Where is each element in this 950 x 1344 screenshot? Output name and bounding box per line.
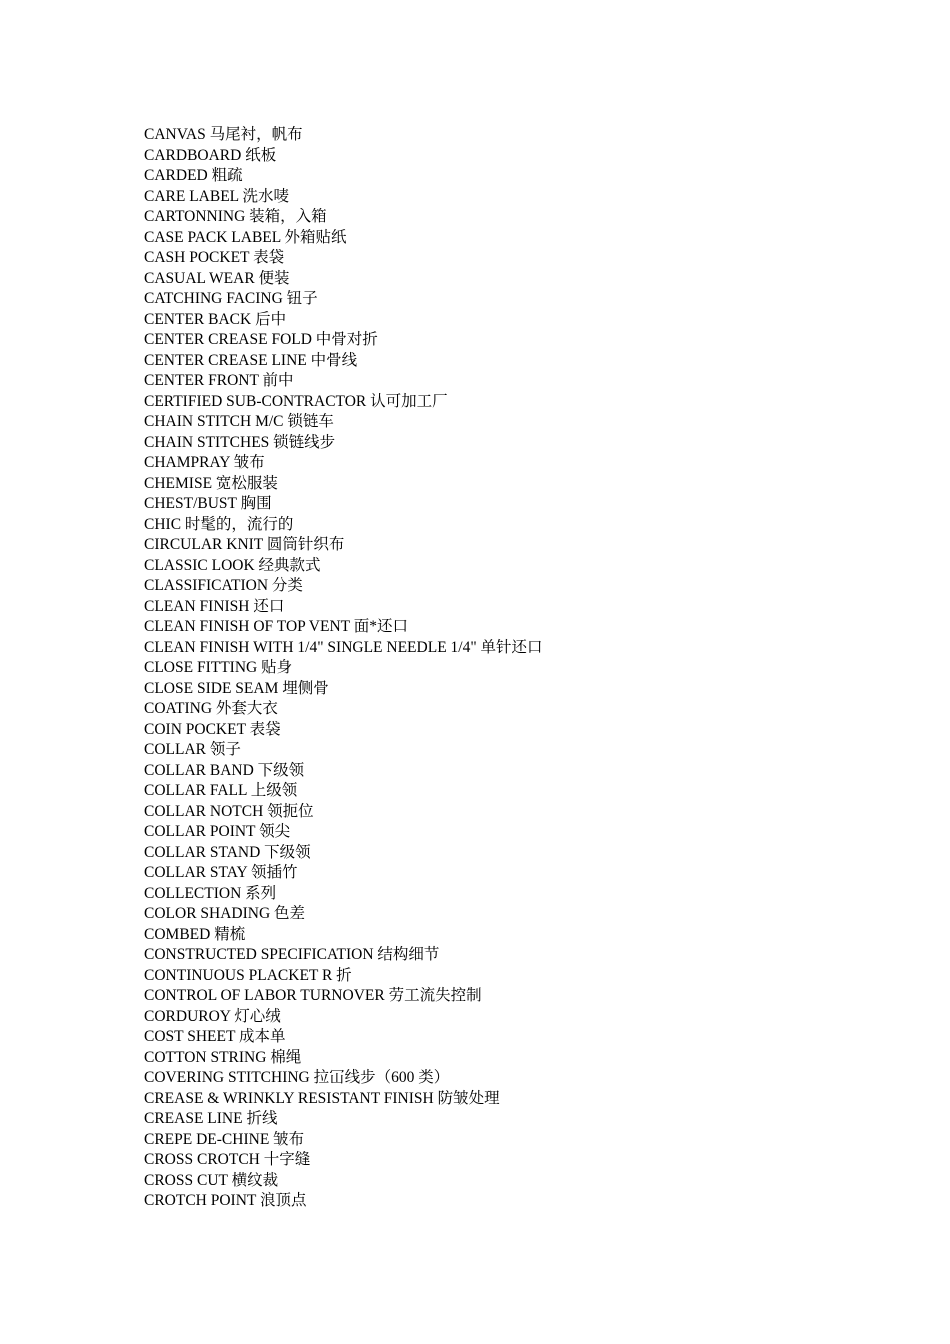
glossary-entry: COVERING STITCHING 拉冚线步（600 类） (144, 1069, 450, 1086)
glossary-entry: CASUAL WEAR 便装 (144, 269, 290, 287)
glossary-entry: COLLAR STAND 下级领 (144, 843, 311, 861)
glossary-entry: CENTER BACK 后中 (144, 310, 287, 328)
glossary-entry: CLASSIFICATION 分类 (144, 577, 303, 594)
glossary-entry: CLEAN FINISH OF TOP VENT 面*还口 (144, 618, 408, 635)
glossary-entry: CATCHING FACING 钮子 (144, 290, 318, 307)
glossary-entry: CONTINUOUS PLACKET R 折 (144, 966, 352, 984)
glossary-entry: COIN POCKET 表袋 (144, 720, 281, 738)
glossary-entry: CROSS CUT 横纹裁 (144, 1171, 279, 1189)
glossary-entry: CHAIN STITCHES 锁链线步 (144, 433, 336, 451)
glossary-entry: CARE LABEL 洗水唛 (144, 187, 289, 205)
glossary-entry: CLOSE FITTING 贴身 (144, 659, 293, 676)
glossary-entry: CORDUROY 灯心绒 (144, 1007, 281, 1025)
glossary-entry: CHEST/BUST 胸围 (144, 495, 272, 512)
glossary-entry: COLLAR 领子 (144, 741, 241, 758)
glossary-entry: CLEAN FINISH WITH 1/4" SINGLE NEEDLE 1/4" 单针还口 (144, 638, 543, 656)
glossary-entry: CENTER FRONT 前中 (144, 372, 294, 389)
glossary-entry: COLLAR POINT 领尖 (144, 823, 291, 840)
glossary-entry: CENTER CREASE FOLD 中骨对折 (144, 331, 378, 348)
glossary-entry: COMBED 精梳 (144, 925, 246, 943)
glossary-entry: CERTIFIED SUB-CONTRACTOR 认可加工厂 (144, 392, 448, 410)
glossary-entry: COATING 外套大衣 (144, 700, 278, 717)
glossary-entry: COLOR SHADING 色差 (144, 905, 306, 922)
glossary-entry: COST SHEET 成本单 (144, 1028, 286, 1045)
glossary-entry: CHAIN STITCH M/C 锁链车 (144, 413, 334, 430)
glossary-entry: CHIC 时髦的，流行的 (144, 515, 294, 533)
glossary-entry: COLLECTION 系列 (144, 884, 277, 902)
glossary-entry: CARDED 粗疏 (144, 167, 243, 184)
glossary-entry: CREASE LINE 折线 (144, 1110, 278, 1127)
glossary-entry: CLEAN FINISH 还口 (144, 597, 285, 615)
glossary-entry: CENTER CREASE LINE 中骨线 (144, 351, 358, 369)
glossary-entry: CONTROL OF LABOR TURNOVER 劳工流失控制 (144, 987, 482, 1004)
glossary-entry: CROTCH POINT 浪顶点 (144, 1192, 307, 1209)
glossary-entry: CONSTRUCTED SPECIFICATION 结构细节 (144, 946, 440, 963)
glossary-entry: COLLAR FALL 上级领 (144, 782, 298, 799)
glossary-entry: CROSS CROTCH 十字缝 (144, 1151, 311, 1168)
glossary-entry: CREPE DE-CHINE 皱布 (144, 1130, 305, 1148)
glossary-entry: CREASE & WRINKLY RESISTANT FINISH 防皱处理 (144, 1089, 500, 1107)
glossary-entry: CHAMPRAY 皱布 (144, 454, 265, 471)
glossary-entry: CLOSE SIDE SEAM 埋侧骨 (144, 679, 329, 697)
glossary-entry: CLASSIC LOOK 经典款式 (144, 556, 321, 574)
glossary-entry: COTTON STRING 棉绳 (144, 1048, 302, 1066)
glossary-entry: COLLAR BAND 下级领 (144, 761, 305, 779)
glossary-entry: CANVAS 马尾衬，帆布 (144, 126, 303, 143)
glossary-entry: CIRCULAR KNIT 圆筒针织布 (144, 536, 345, 553)
glossary-entry: CARTONNING 装箱，入箱 (144, 208, 327, 225)
glossary-entry: CASH POCKET 表袋 (144, 249, 285, 266)
glossary-entry: CARDBOARD 纸板 (144, 146, 277, 164)
glossary-entry: COLLAR NOTCH 领扼位 (144, 802, 314, 820)
glossary-entry: COLLAR STAY 领插竹 (144, 864, 298, 881)
glossary-entry: CASE PACK LABEL 外箱贴纸 (144, 228, 347, 246)
glossary-entry: CHEMISE 宽松服装 (144, 474, 278, 492)
glossary-list (144, 125, 543, 1212)
